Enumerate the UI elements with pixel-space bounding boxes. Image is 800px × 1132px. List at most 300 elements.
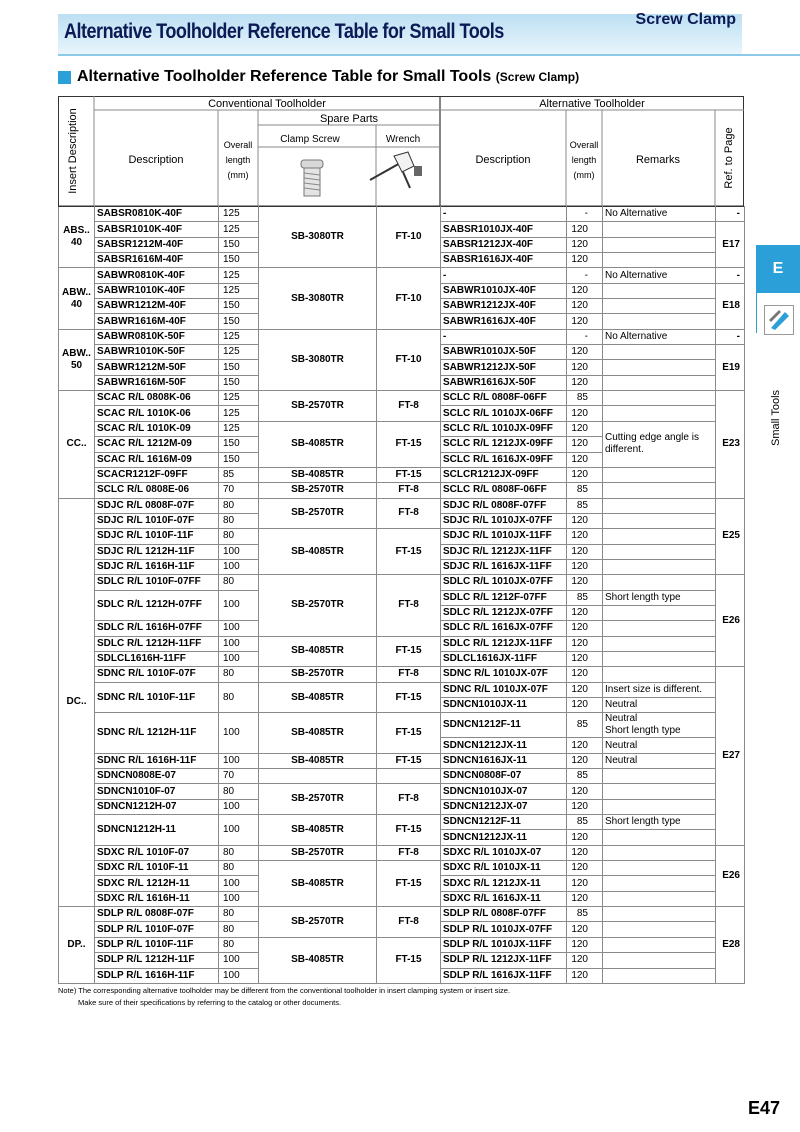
remarks [603, 529, 716, 544]
clamp-screw[interactable]: SB-2570TR [259, 667, 377, 682]
alternative-length: 120 [567, 876, 603, 891]
clamp-screw[interactable]: SB-3080TR [259, 329, 377, 390]
alternative-length: 120 [567, 651, 603, 666]
clamp-screw[interactable]: SB-4085TR [259, 529, 377, 575]
conventional-description[interactable]: SABSR1616M-40F [95, 253, 219, 268]
alternative-description[interactable]: SDLP R/L 1010JX-11FF [441, 937, 567, 952]
alternative-description[interactable]: SDNCN1212F-11 [441, 815, 567, 830]
alternative-description[interactable]: SDNCN1010JX-07 [441, 784, 567, 799]
conventional-description[interactable]: SABWR0810K-50F [95, 329, 219, 344]
table-row [59, 498, 745, 513]
conventional-description[interactable]: SDLC R/L 1010F-07FF [95, 575, 219, 590]
table-row [59, 207, 745, 222]
conventional-description[interactable]: SCAC R/L 0808K-06 [95, 391, 219, 406]
remarks [603, 345, 716, 360]
hdr-overall: Overall [223, 140, 253, 150]
alternative-description[interactable]: SDNC R/L 1010JX-07F [441, 682, 567, 697]
remarks: Insert size is different. [603, 682, 716, 697]
conventional-description[interactable]: SABWR1616M-40F [95, 314, 219, 329]
remarks [603, 922, 716, 937]
alternative-length: 120 [567, 375, 603, 390]
remarks [603, 953, 716, 968]
conventional-length: 80 [219, 667, 259, 682]
wrench[interactable]: FT-15 [377, 815, 441, 846]
conventional-description[interactable]: SDLP R/L 1212H-11F [95, 953, 219, 968]
alternative-description[interactable]: SDLCL1616JX-11FF [441, 651, 567, 666]
alternative-description[interactable]: SABSR1212JX-40F [441, 237, 567, 252]
conventional-description[interactable]: SDLP R/L 1010F-11F [95, 937, 219, 952]
table-row [59, 421, 745, 436]
conventional-length: 70 [219, 769, 259, 784]
alternative-description[interactable]: SCLC R/L 1616JX-09FF [441, 452, 567, 467]
conventional-description[interactable]: SDLP R/L 1616H-11F [95, 968, 219, 983]
conventional-description[interactable]: SABSR1010K-40F [95, 222, 219, 237]
alternative-length: 120 [567, 845, 603, 860]
conventional-length: 150 [219, 452, 259, 467]
wrench[interactable]: FT-10 [377, 207, 441, 268]
alternative-length: 120 [567, 968, 603, 983]
conventional-description[interactable]: SDNC R/L 1616H-11F [95, 753, 219, 768]
conventional-description[interactable]: SDNCN1212H-07 [95, 799, 219, 814]
table-row [59, 784, 745, 799]
alternative-description[interactable]: - [441, 329, 567, 344]
conventional-length: 150 [219, 237, 259, 252]
table-row [59, 861, 745, 876]
conventional-description[interactable]: SABWR1010K-50F [95, 345, 219, 360]
alternative-length: 120 [567, 753, 603, 768]
alternative-length: 120 [567, 799, 603, 814]
alternative-description[interactable]: SDNCN0808F-07 [441, 769, 567, 784]
conventional-description[interactable]: SDLCL1616H-11FF [95, 651, 219, 666]
wrench[interactable]: FT-8 [377, 784, 441, 815]
alternative-description[interactable]: SDJC R/L 1010JX-11FF [441, 529, 567, 544]
wrench[interactable]: FT-8 [377, 483, 441, 498]
alternative-description[interactable]: SDNCN1212F-11 [441, 713, 567, 738]
conventional-description[interactable]: SDLP R/L 0808F-07F [95, 907, 219, 922]
alternative-length: 120 [567, 559, 603, 574]
alternative-description[interactable]: SABWR1212JX-50F [441, 360, 567, 375]
alternative-description[interactable]: SDNCN1616JX-11 [441, 753, 567, 768]
hdr-insert-description: Insert Description [67, 108, 79, 194]
table-header [58, 96, 744, 206]
conventional-description[interactable]: SCAC R/L 1212M-09 [95, 437, 219, 452]
remarks [603, 237, 716, 252]
alternative-description[interactable]: SDJC R/L 1010JX-07FF [441, 513, 567, 528]
ref-page[interactable]: E28 [716, 907, 745, 984]
hdr-conventional: Conventional Toolholder [208, 98, 326, 110]
alternative-description[interactable]: SDNCN1010JX-11 [441, 698, 567, 713]
alternative-description[interactable]: SCLCR1212JX-09FF [441, 467, 567, 482]
conventional-length: 100 [219, 713, 259, 753]
alternative-description[interactable]: SDLC R/L 1010JX-07FF [441, 575, 567, 590]
remarks [603, 483, 716, 498]
conventional-description[interactable]: SDXC R/L 1010F-07 [95, 845, 219, 860]
ref-page[interactable]: E25 [716, 498, 745, 575]
clamp-screw[interactable]: SB-3080TR [259, 207, 377, 268]
clamp-screw[interactable]: SB-4085TR [259, 861, 377, 907]
title-underline [58, 54, 800, 56]
ref-page[interactable]: E17 [716, 222, 745, 268]
conventional-description[interactable]: SDNCN1212H-11 [95, 815, 219, 846]
clamp-screw[interactable] [259, 769, 377, 784]
ref-page[interactable]: - [716, 207, 745, 222]
conventional-length: 125 [219, 329, 259, 344]
alternative-length: 120 [567, 621, 603, 636]
conventional-description[interactable]: SDNC R/L 1010F-11F [95, 682, 219, 713]
alternative-description[interactable]: SDXC R/L 1010JX-11 [441, 861, 567, 876]
wrench[interactable]: FT-8 [377, 845, 441, 860]
alternative-description[interactable]: SABWR1010JX-50F [441, 345, 567, 360]
insert-group: ABW.. 50 [59, 329, 95, 390]
conventional-description[interactable]: SDLP R/L 1010F-07F [95, 922, 219, 937]
conventional-description[interactable]: SABWR1212M-50F [95, 360, 219, 375]
wrench[interactable]: FT-15 [377, 529, 441, 575]
wrench[interactable]: FT-8 [377, 391, 441, 422]
ref-page[interactable]: - [716, 268, 745, 283]
hdr-alt-mm: (mm) [573, 170, 595, 180]
table-row [59, 713, 745, 738]
alternative-length: 120 [567, 830, 603, 845]
alternative-description[interactable]: SCLC R/L 0808F-06FF [441, 483, 567, 498]
reference-table [58, 206, 745, 984]
conventional-description[interactable]: SCACR1212F-09FF [95, 467, 219, 482]
remarks [603, 937, 716, 952]
remarks [603, 222, 716, 237]
table-row [59, 483, 745, 498]
alternative-description[interactable]: SDLP R/L 1010JX-07FF [441, 922, 567, 937]
conventional-length: 150 [219, 314, 259, 329]
wrench[interactable]: FT-8 [377, 667, 441, 682]
table-row [59, 575, 745, 590]
wrench[interactable] [377, 769, 441, 784]
conventional-description[interactable]: SCAC R/L 1616M-09 [95, 452, 219, 467]
ref-page[interactable]: E18 [716, 283, 745, 329]
conventional-length: 100 [219, 968, 259, 983]
conventional-description[interactable]: SDJC R/L 1010F-11F [95, 529, 219, 544]
remarks [603, 891, 716, 906]
remarks: Neutral Short length type [603, 713, 716, 738]
conventional-length: 100 [219, 544, 259, 559]
clamp-screw[interactable]: SB-4085TR [259, 815, 377, 846]
hdr-description: Description [128, 154, 184, 166]
conventional-length: 150 [219, 437, 259, 452]
conventional-length: 80 [219, 922, 259, 937]
alternative-description[interactable]: SCLC R/L 0808F-06FF [441, 391, 567, 406]
alternative-length: 120 [567, 922, 603, 937]
alternative-length: 85 [567, 769, 603, 784]
alternative-length: 120 [567, 222, 603, 237]
alternative-description[interactable]: SABWR1212JX-40F [441, 299, 567, 314]
remarks [603, 968, 716, 983]
clamp-screw[interactable]: SB-2570TR [259, 575, 377, 636]
conventional-description[interactable]: SDXC R/L 1616H-11 [95, 891, 219, 906]
wrench[interactable]: FT-8 [377, 907, 441, 938]
alternative-length: - [567, 268, 603, 283]
remarks [603, 667, 716, 682]
section-title-text: Alternative Toolholder Reference Table for Small Tools [77, 68, 492, 85]
remarks [603, 575, 716, 590]
table-row [59, 769, 745, 784]
wrench[interactable]: FT-8 [377, 575, 441, 636]
table-row [59, 815, 745, 830]
hdr-alt-description: Description [475, 154, 531, 166]
ref-page[interactable]: - [716, 329, 745, 344]
alternative-length: 120 [567, 738, 603, 753]
conventional-length: 80 [219, 861, 259, 876]
remarks [603, 391, 716, 406]
alternative-description[interactable]: SABWR1616JX-50F [441, 375, 567, 390]
alternative-length: 85 [567, 483, 603, 498]
remarks [603, 406, 716, 421]
remarks: Short length type [603, 815, 716, 830]
remarks [603, 283, 716, 298]
alternative-description[interactable]: SCLC R/L 1010JX-06FF [441, 406, 567, 421]
conventional-length: 80 [219, 513, 259, 528]
conventional-length: 80 [219, 682, 259, 713]
clamp-screw[interactable]: SB-4085TR [259, 682, 377, 713]
alternative-length: 85 [567, 498, 603, 513]
alternative-description[interactable]: SDLC R/L 1212F-07FF [441, 590, 567, 605]
remarks: No Alternative [603, 329, 716, 344]
clamp-screw[interactable]: SB-4085TR [259, 421, 377, 467]
alternative-length: 120 [567, 605, 603, 620]
conventional-length: 70 [219, 483, 259, 498]
conventional-length: 80 [219, 529, 259, 544]
alternative-length: - [567, 329, 603, 344]
clamp-screw[interactable]: SB-2570TR [259, 845, 377, 860]
alternative-description[interactable]: SDLP R/L 0808F-07FF [441, 907, 567, 922]
insert-group: ABS.. 40 [59, 207, 95, 268]
reference-table-body [59, 207, 745, 984]
hdr-clamp-screw: Clamp Screw [280, 134, 340, 145]
conventional-length: 85 [219, 467, 259, 482]
hdr-remarks: Remarks [635, 154, 681, 166]
clamp-screw[interactable]: SB-4085TR [259, 713, 377, 753]
table-row [59, 907, 745, 922]
insert-group: ABW.. 40 [59, 268, 95, 329]
conventional-description[interactable]: SCLC R/L 0808E-06 [95, 483, 219, 498]
alternative-length: 85 [567, 713, 603, 738]
remarks: No Alternative [603, 207, 716, 222]
conventional-description[interactable]: SABSR1212M-40F [95, 237, 219, 252]
ref-page[interactable]: E19 [716, 345, 745, 391]
wrench[interactable]: FT-15 [377, 753, 441, 768]
alternative-description[interactable]: SDNC R/L 1010JX-07F [441, 667, 567, 682]
alternative-length: 120 [567, 253, 603, 268]
conventional-description[interactable]: SCAC R/L 1010K-09 [95, 421, 219, 436]
table-row [59, 937, 745, 952]
alternative-description[interactable]: SABWR1010JX-40F [441, 283, 567, 298]
remarks [603, 513, 716, 528]
table-row [59, 391, 745, 406]
alternative-length: 120 [567, 861, 603, 876]
wrench[interactable]: FT-15 [377, 682, 441, 713]
alternative-length: 120 [567, 891, 603, 906]
alternative-description[interactable]: - [441, 268, 567, 283]
conventional-length: 150 [219, 299, 259, 314]
conventional-length: 125 [219, 268, 259, 283]
conventional-length: 100 [219, 891, 259, 906]
remarks [603, 314, 716, 329]
ref-page[interactable]: E26 [716, 845, 745, 906]
wrench[interactable]: FT-8 [377, 498, 441, 529]
alternative-length: 120 [567, 437, 603, 452]
remarks [603, 876, 716, 891]
clamp-screw[interactable]: SB-4085TR [259, 937, 377, 983]
clamp-screw[interactable]: SB-2570TR [259, 907, 377, 938]
alternative-length: 120 [567, 575, 603, 590]
small-tools-icon [764, 305, 794, 335]
conventional-description[interactable]: SDNCN0808E-07 [95, 769, 219, 784]
conventional-description[interactable]: SDNCN1010F-07 [95, 784, 219, 799]
conventional-description[interactable]: SABWR1616M-50F [95, 375, 219, 390]
hdr-ref-page: Ref. to Page [723, 127, 735, 189]
chapter-tab-line [756, 293, 757, 333]
remarks [603, 651, 716, 666]
remarks [603, 907, 716, 922]
remarks: Short length type [603, 590, 716, 605]
conventional-description[interactable]: SABSR0810K-40F [95, 207, 219, 222]
alternative-length: - [567, 207, 603, 222]
section-subtitle: (Screw Clamp) [495, 70, 580, 84]
alternative-description[interactable]: SDLC R/L 1212JX-07FF [441, 605, 567, 620]
conventional-description[interactable]: SDJC R/L 1212H-11F [95, 544, 219, 559]
alternative-description[interactable]: SDLC R/L 1616JX-07FF [441, 621, 567, 636]
conventional-description[interactable]: SDJC R/L 1010F-07F [95, 513, 219, 528]
footnote [58, 985, 510, 1009]
alternative-description[interactable]: SDXC R/L 1616JX-11 [441, 891, 567, 906]
wrench[interactable]: FT-10 [377, 268, 441, 329]
alternative-length: 120 [567, 544, 603, 559]
conventional-length: 100 [219, 651, 259, 666]
clamp-screw[interactable]: SB-2570TR [259, 784, 377, 815]
alternative-description[interactable]: SDJC R/L 1212JX-11FF [441, 544, 567, 559]
alternative-description[interactable]: SDXC R/L 1212JX-11 [441, 876, 567, 891]
conventional-length: 80 [219, 784, 259, 799]
conventional-description[interactable]: SDLC R/L 1212H-07FF [95, 590, 219, 621]
alternative-length: 120 [567, 421, 603, 436]
alternative-length: 85 [567, 907, 603, 922]
section-title [77, 68, 579, 86]
page-number: E47 [747, 1098, 780, 1118]
alternative-description[interactable]: SDLC R/L 1212JX-11FF [441, 636, 567, 651]
wrench[interactable]: FT-15 [377, 713, 441, 753]
clamp-screw[interactable]: SB-4085TR [259, 636, 377, 667]
alternative-description[interactable]: SABSR1616JX-40F [441, 253, 567, 268]
remarks [603, 467, 716, 482]
alternative-description[interactable]: SCLC R/L 1212JX-09FF [441, 437, 567, 452]
alternative-description[interactable]: SDJC R/L 0808F-07FF [441, 498, 567, 513]
conventional-description[interactable]: SDLC R/L 1616H-07FF [95, 621, 219, 636]
alternative-length: 120 [567, 953, 603, 968]
alternative-description[interactable]: SCLC R/L 1010JX-09FF [441, 421, 567, 436]
category-label: Screw Clamp [635, 11, 736, 28]
alternative-description[interactable]: SDLP R/L 1212JX-11FF [441, 953, 567, 968]
ref-page[interactable]: E26 [716, 575, 745, 667]
conventional-description[interactable]: SDNC R/L 1212H-11F [95, 713, 219, 753]
conventional-description[interactable]: SDJC R/L 0808F-07F [95, 498, 219, 513]
clamp-screw[interactable]: SB-2570TR [259, 498, 377, 529]
conventional-length: 100 [219, 559, 259, 574]
alternative-description[interactable]: - [441, 207, 567, 222]
conventional-length: 100 [219, 876, 259, 891]
conventional-description[interactable]: SCAC R/L 1010K-06 [95, 406, 219, 421]
conventional-description[interactable]: SDNC R/L 1010F-07F [95, 667, 219, 682]
alternative-description[interactable]: SABSR1010JX-40F [441, 222, 567, 237]
remarks: Cutting edge angle is different. [603, 421, 716, 467]
table-row [59, 467, 745, 482]
wrench[interactable]: FT-10 [377, 329, 441, 390]
alternative-length: 120 [567, 682, 603, 697]
clamp-screw[interactable]: SB-3080TR [259, 268, 377, 329]
alternative-length: 120 [567, 698, 603, 713]
section-marker [58, 71, 71, 84]
remarks [603, 253, 716, 268]
chapter-tab[interactable]: E [756, 245, 800, 293]
hdr-spare-parts: Spare Parts [319, 113, 379, 125]
alternative-description[interactable]: SDXC R/L 1010JX-07 [441, 845, 567, 860]
remarks [603, 769, 716, 784]
wrench[interactable]: FT-15 [377, 636, 441, 667]
conventional-description[interactable]: SDLC R/L 1212H-11FF [95, 636, 219, 651]
wrench[interactable]: FT-15 [377, 937, 441, 983]
alternative-length: 120 [567, 784, 603, 799]
clamp-screw[interactable]: SB-4085TR [259, 753, 377, 768]
conventional-description[interactable]: SABWR1010K-40F [95, 283, 219, 298]
conventional-description[interactable]: SABWR0810K-40F [95, 268, 219, 283]
page-title: Alternative Toolholder Reference Table for Small Tools [64, 20, 504, 43]
conventional-length: 125 [219, 406, 259, 421]
wrench[interactable]: FT-15 [377, 421, 441, 467]
hdr-alt-overall: Overall [569, 140, 599, 150]
conventional-description[interactable]: SABWR1212M-40F [95, 299, 219, 314]
conventional-length: 125 [219, 391, 259, 406]
alternative-length: 120 [567, 345, 603, 360]
wrench[interactable]: FT-15 [377, 861, 441, 907]
conventional-length: 80 [219, 575, 259, 590]
conventional-length: 125 [219, 222, 259, 237]
table-row [59, 753, 745, 768]
alternative-description[interactable]: SDNCN1212JX-07 [441, 799, 567, 814]
clamp-screw[interactable]: SB-2570TR [259, 483, 377, 498]
conventional-length: 100 [219, 590, 259, 621]
conventional-length: 100 [219, 753, 259, 768]
alternative-description[interactable]: SDNCN1212JX-11 [441, 830, 567, 845]
insert-group: DP.. [59, 907, 95, 984]
conventional-description[interactable]: SDXC R/L 1010F-11 [95, 861, 219, 876]
conventional-description[interactable]: SDJC R/L 1616H-11F [95, 559, 219, 574]
table-row [59, 667, 745, 682]
wrench[interactable]: FT-15 [377, 467, 441, 482]
alternative-description[interactable]: SDJC R/L 1616JX-11FF [441, 559, 567, 574]
conventional-description[interactable]: SDXC R/L 1212H-11 [95, 876, 219, 891]
footnote-line-2: Make sure of their specifications by referring to the catalog or other documents. [78, 998, 342, 1007]
remarks [603, 621, 716, 636]
alternative-length: 120 [567, 529, 603, 544]
alternative-description[interactable]: SDNCN1212JX-11 [441, 738, 567, 753]
alternative-description[interactable]: SDLP R/L 1616JX-11FF [441, 968, 567, 983]
conventional-length: 150 [219, 253, 259, 268]
ref-page[interactable]: E27 [716, 667, 745, 845]
remarks: Neutral [603, 698, 716, 713]
conventional-length: 100 [219, 621, 259, 636]
hdr-alt-length: length [571, 155, 597, 165]
ref-page[interactable]: E23 [716, 391, 745, 498]
alternative-description[interactable]: SABWR1616JX-40F [441, 314, 567, 329]
clamp-screw[interactable]: SB-2570TR [259, 391, 377, 422]
clamp-screw[interactable]: SB-4085TR [259, 467, 377, 482]
hdr-length: length [225, 155, 251, 165]
